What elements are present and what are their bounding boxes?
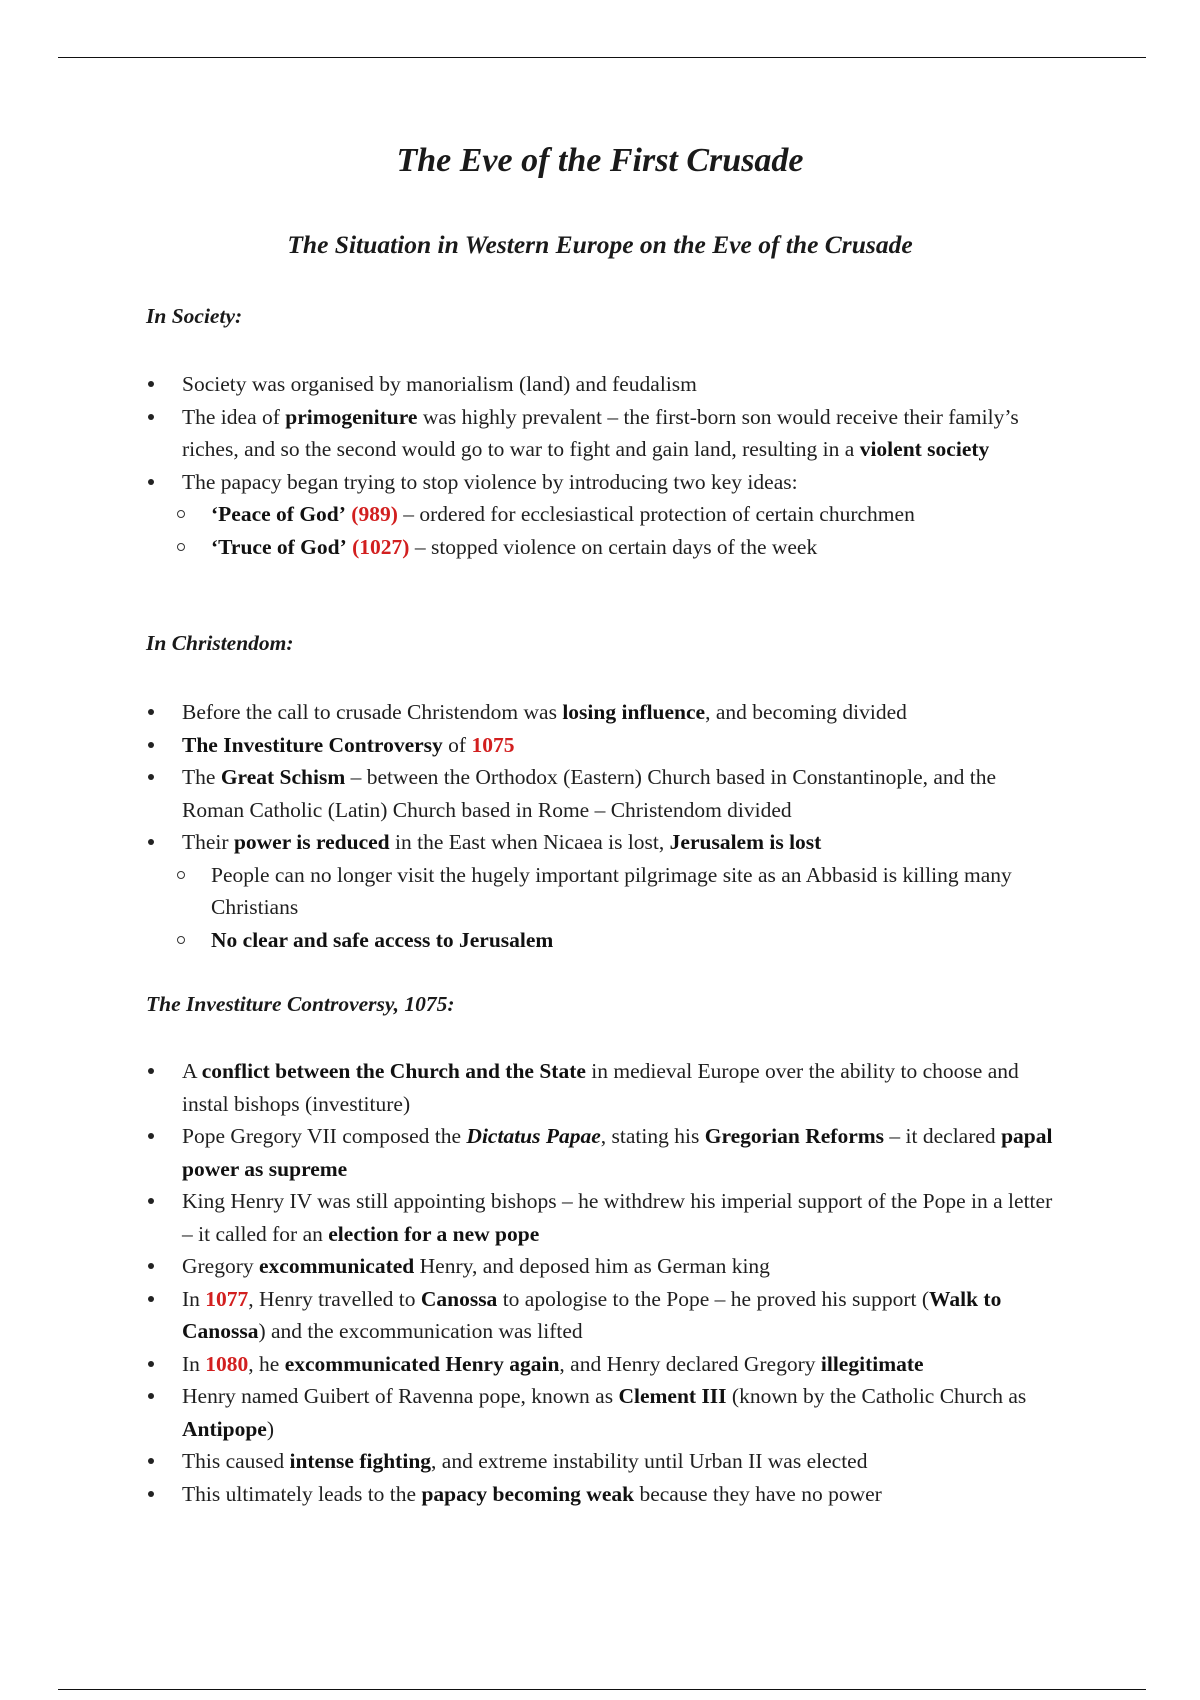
list-item: King Henry IV was still appointing bishops – he withdrew his imperial support of the Pope in a letter – it called for an election for a new pope (0, 1185, 1062, 1250)
list-item: A conflict between the Church and the State in medieval Europe over the ability to choose and instal bishops (investiture) (0, 1055, 1062, 1120)
list-item: Before the call to crusade Christendom was losing influence, and becoming divided (0, 696, 1062, 729)
list-item: The Great Schism – between the Orthodox (Eastern) Church based in Constantinople, and the Roman Catholic (Latin) Church based in Rome – Christendom divided (0, 761, 1062, 826)
christendom-list (0, 696, 1100, 956)
page-subtitle: The Situation in Western Europe on the Eve of the Crusade (287, 230, 913, 259)
list-item: The Investiture Controversy of 1075 (0, 729, 1062, 762)
investiture-list (0, 1055, 1100, 1510)
sub-list-item: People can no longer visit the hugely important pilgrimage site as an Abbasid is killing many Christians (0, 859, 1061, 924)
society-list (0, 368, 1100, 563)
bottom-rule (58, 1689, 1146, 1690)
list-item: The papacy began trying to stop violence by introducing two key ideas: (0, 466, 1062, 499)
section-heading-christendom: In Christendom: (146, 631, 294, 655)
sub-list-item: ‘Truce of God’ (1027) – stopped violence on certain days of the week (0, 531, 1061, 564)
top-rule (58, 57, 1146, 58)
list-item: In 1077, Henry travelled to Canossa to apologise to the Pope – he proved his support (Walk to Canossa) and the excommunication was lifted (0, 1283, 1062, 1348)
list-item: Henry named Guibert of Ravenna pope, known as Clement III (known by the Catholic Church as Antipope) (0, 1380, 1062, 1445)
list-item: Gregory excommunicated Henry, and deposed him as German king (0, 1250, 1062, 1283)
section-heading-society: In Society: (146, 304, 243, 328)
list-item: The idea of primogeniture was highly prevalent – the first-born son would receive their family’s riches, and so the second would go to war to fight and gain land, resulting in a violent society (0, 401, 1062, 466)
list-item: In 1080, he excommunicated Henry again, and Henry declared Gregory illegitimate (0, 1348, 1062, 1381)
page-title: The Eve of the First Crusade (396, 142, 804, 179)
section-heading-investiture: The Investiture Controversy, 1075: (146, 992, 455, 1016)
list-item: This caused intense fighting, and extreme instability until Urban II was elected (0, 1445, 1062, 1478)
list-item: This ultimately leads to the papacy becoming weak because they have no power (0, 1478, 1062, 1511)
list-item: Society was organised by manorialism (land) and feudalism (0, 368, 1062, 401)
sub-list-item: ‘Peace of God’ (989) – ordered for ecclesiastical protection of certain churchmen (0, 498, 1061, 531)
list-item: Their power is reduced in the East when Nicaea is lost, Jerusalem is lost (0, 826, 1062, 859)
sub-list-item: No clear and safe access to Jerusalem (0, 924, 1061, 957)
list-item: Pope Gregory VII composed the Dictatus Papae, stating his Gregorian Reforms – it declared papal power as supreme (0, 1120, 1062, 1185)
